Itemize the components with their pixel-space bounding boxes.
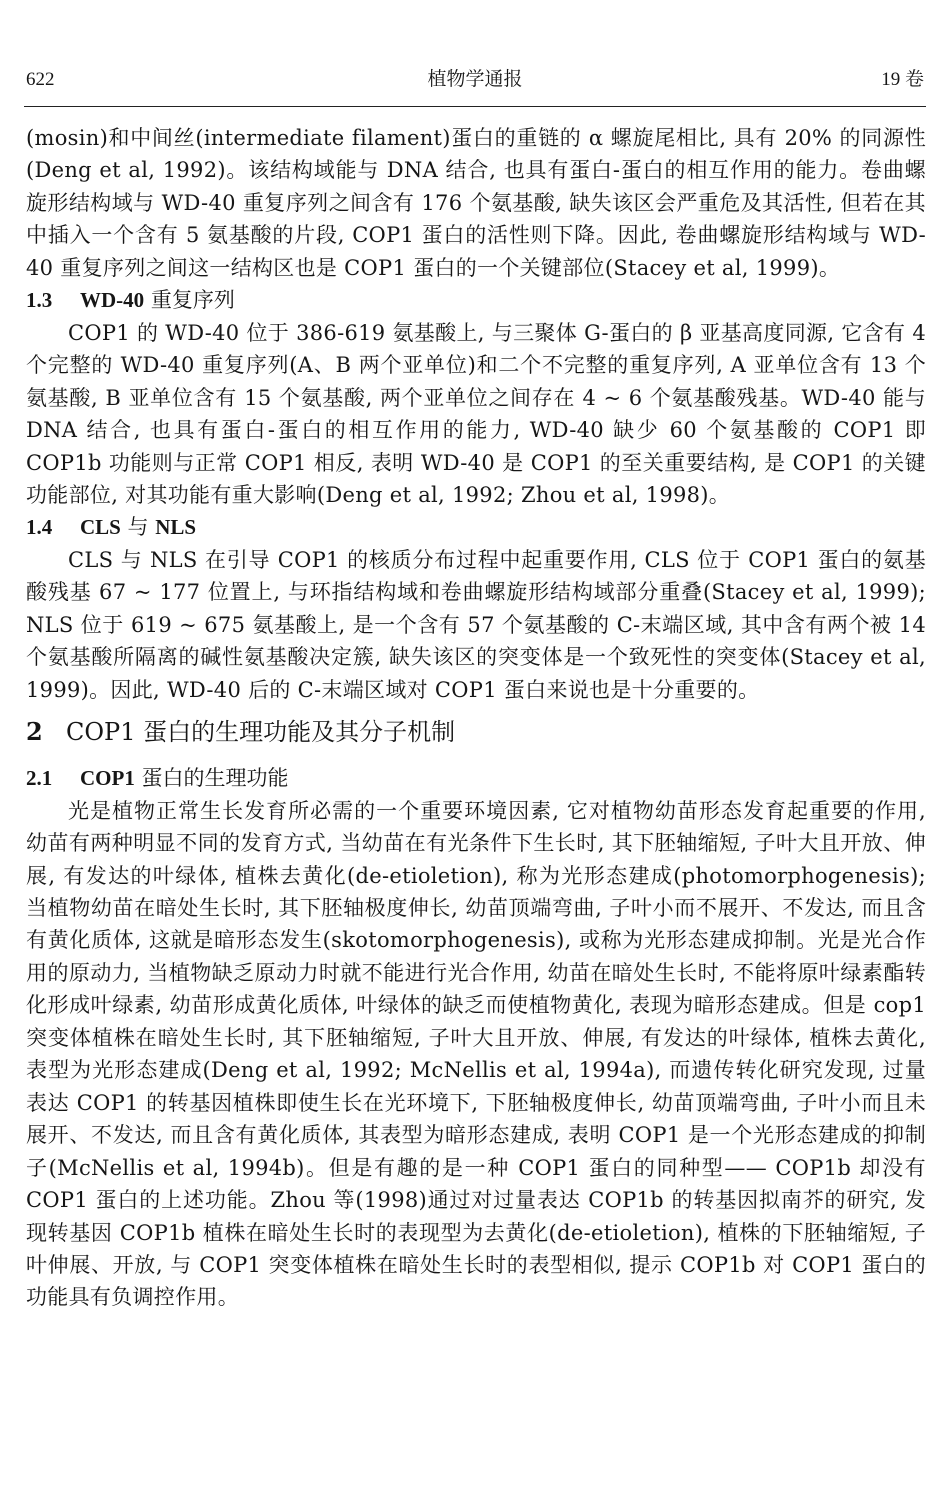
paragraph-wd40: COP1 的 WD-40 位于 386-619 氨基酸上, 与三聚体 G-蛋白的 β 亚基高度同源, 它含有 4 个完整的 WD-40 重复序列(A、B 两个亚单位)和二个不完整的重复序列, A 亚单位含有 13 个氨基酸, B 亚单位含有 15 个氨基酸, 两个亚单位之间存在 4 ~ 6 个氨基酸残基。WD-40 能与 DNA 结合, 也具有蛋白-蛋白的相互作用的能力, WD-40 缺少 60 个氨基酸的 COP1 即 COP1b 功能则与正常 COP1 相反, 表明 WD-40 是 COP1 的至关重要结构, 是 COP1 的关键功能部位, 对其功能有重大影响(Deng et al, 1992; Zhou et al, 1998)。	[26, 320, 926, 507]
section-keyword: WD-40	[80, 288, 145, 313]
section-keyword: COP1	[80, 766, 135, 791]
header-rule	[24, 106, 926, 107]
journal-title: 植物学通报	[427, 69, 523, 90]
section-heading-1-3	[26, 284, 926, 316]
section-title-rest: 蛋白的生理功能	[134, 766, 289, 791]
section-number: 2.1	[26, 766, 53, 791]
volume-label: 19 卷	[881, 69, 924, 90]
section-keyword: NLS	[155, 515, 197, 540]
section-number: 1.4	[26, 515, 53, 540]
paragraph-cls-nls: CLS 与 NLS 在引导 COP1 的核质分布过程中起重要作用, CLS 位于 COP1 蛋白的氨基酸残基 67 ~ 177 位置上, 与环指结构域和卷曲螺旋形结构域部分重叠(Stacey et al, 1999); NLS 位于 619 ~ 675 氨基酸上, 是一个含有 57 个氨基酸的 C-末端区域, 其中含有两个被 14 个氨基酸所隔离的碱性氨基酸决定簇, 缺失该区的突变体是一个致死性的突变体(Stacey et al, 1999)。因此, WD-40 后的 C-末端区域对 COP1 蛋白来说也是十分重要的。	[26, 547, 926, 702]
section-number: 2	[26, 717, 43, 747]
paragraph-coiled-coil: (mosin)和中间丝(intermediate filament)蛋白的重链的 α 螺旋尾相比, 具有 20% 的同源性(Deng et al, 1992)。该结构域能与 DNA 结合, 也具有蛋白-蛋白的相互作用的能力。卷曲螺旋形结构域与 WD-40 重复序列之间含有 176 个氨基酸, 缺失该区会严重危及其活性, 但若在其中插入一个含有 5 氨基酸的片段, COP1 蛋白的活性则下降。因此, 卷曲螺旋形结构域与 WD-40 重复序列之间这一结构区也是 COP1 蛋白的一个关键部位(Stacey et al, 1999)。	[26, 126, 926, 280]
section-heading-2-1	[26, 762, 926, 794]
section-title-mid: 与	[120, 515, 156, 540]
section-keyword: CLS	[80, 515, 121, 540]
section-number: 1.3	[26, 288, 53, 313]
section-heading-1-4	[26, 511, 926, 543]
section-title-rest: 重复序列	[144, 288, 235, 313]
article-body	[26, 122, 926, 1314]
page-number: 622	[26, 69, 55, 90]
paragraph-physiological-function: 光是植物正常生长发育所必需的一个重要环境因素, 它对植物幼苗形态发育起重要的作用, 幼苗有两种明显不同的发育方式, 当幼苗在有光条件下生长时, 其下胚轴缩短, 子叶大且开放、伸展, 有发达的叶绿体, 植株去黄化(de-etioletion), 称为光形态建成(photomorphogenesis); 当植物幼苗在暗处生长时, 其下胚轴极度伸长, 幼苗顶端弯曲, 子叶小而不展开、不发达, 而且含有黄化质体, 这就是暗形态发生(skotomorphogenesis), 或称为光形态建成抑制。光是光合作用的原动力, 当植物缺乏原动力时就不能进行光合作用, 幼苗在暗处生长时, 不能将原叶绿素酯转化形成叶绿素, 幼苗形成黄化质体, 叶绿体的缺乏而使植物黄化, 表现为暗形态建成。但是 cop1 突变体植株在暗处生长时, 其下胚轴缩短, 子叶大且开放、伸展, 有发达的叶绿体, 植株去黄化, 表型为光形态建成(Deng et al, 1992; McNellis et al, 1994a), 而遗传转化研究发现, 过量表达 COP1 的转基因植株即使生长在光环境下, 下胚轴极度伸长, 幼苗顶端弯曲, 子叶小而且未展开、不发达, 而且含有黄化质体, 其表型为暗形态建成, 表明 COP1 是一个光形态建成的抑制子(McNellis et al, 1994b)。但是有趣的是一种 COP1 蛋白的同种型—— COP1b 却没有 COP1 蛋白的上述功能。Zhou 等(1998)通过对过量表达 COP1b 的转基因拟南芥的研究, 发现转基因 COP1b 植株在暗处生长时的表现型为去黄化(de-etioletion), 植株的下胚轴缩短, 子叶伸展、开放, 与 COP1 突变体植株在暗处生长时的表型相似, 提示 COP1b 对 COP1 蛋白的功能具有负调控作用。	[26, 798, 926, 1310]
section-title-rest: 蛋白的生理功能及其分子机制	[135, 718, 456, 747]
section-keyword: COP1	[66, 718, 136, 747]
section-heading-2	[26, 716, 926, 748]
